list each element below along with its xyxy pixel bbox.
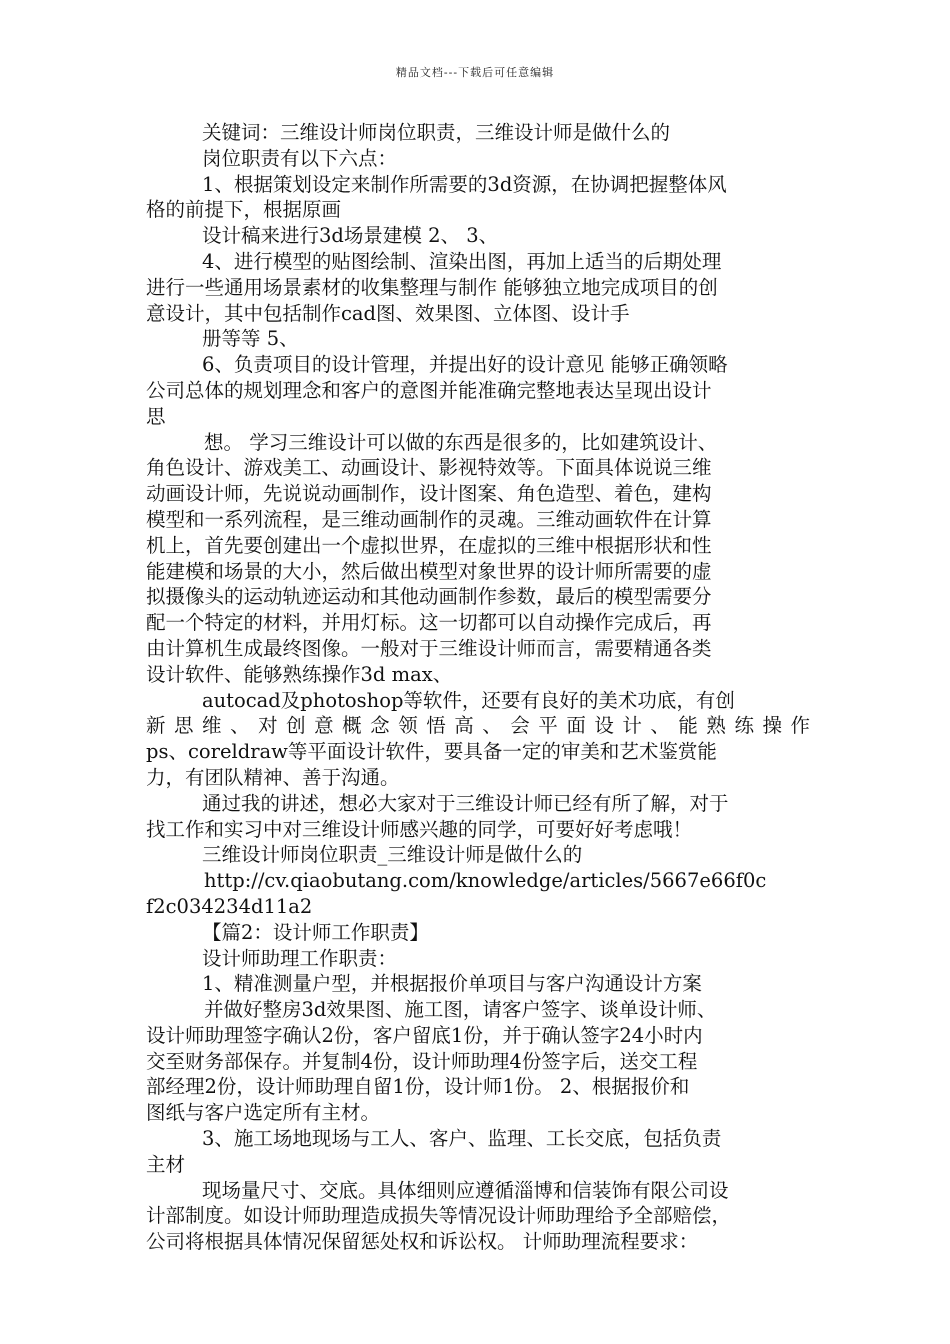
- text-line: 格的前提下，根据原画: [146, 198, 342, 222]
- text-line: 现场量尺寸、交底。具体细则应遵循淄博和信装饰有限公司设: [202, 1178, 729, 1202]
- text-line: 拟摄像头的运动轨迹运动和其他动画制作参数，最后的模型需要分: [146, 585, 712, 609]
- text-line: 意设计，其中包括制作cad图、效果图、立体图、设计手: [146, 301, 630, 325]
- text-line: 关键词：三维设计师岗位职责，三维设计师是做什么的: [202, 121, 671, 144]
- text-line: 能建模和场景的大小，然后做出模型对象世界的设计师所需要的虚: [146, 559, 712, 583]
- text-line: 设计师助理签字确认2份，客户留底1份，并于确认签字24小时内: [146, 1023, 703, 1047]
- text-line: 思: [146, 404, 166, 428]
- text-line: 3、施工场地现场与工人、客户、监理、工长交底，包括负责: [202, 1127, 722, 1151]
- text-line: 由计算机生成最终图像。一般对于三维设计师而言，需要精通各类: [146, 636, 712, 660]
- text-line: 设计稿来进行3d场景建模 2、 3、: [202, 224, 499, 248]
- text-line: autocad及photoshop等软件，还要有良好的美术功底，有创: [202, 688, 735, 712]
- text-line: 【篇2：设计师工作职责】: [202, 920, 429, 944]
- text-line: f2c034234d11a2: [146, 894, 313, 918]
- text-line: 计部制度。如设计师助理造成损失等情况设计师助理给予全部赔偿，: [146, 1204, 732, 1228]
- text-line: 三维设计师岗位职责_三维设计师是做什么的: [202, 843, 583, 867]
- text-line: 公司将根据具体情况保留惩处权和诉讼权。 计师助理流程要求：: [146, 1230, 699, 1254]
- document-body: [146, 120, 810, 1255]
- text-line: 新思维、对创意概念领悟高、会平面设计、能熟练操作: [146, 714, 810, 738]
- text-line: 1、精准测量户型，并根据报价单项目与客户沟通设计方案: [202, 972, 702, 996]
- text-line: ps、coreldraw等平面设计软件，要具备一定的审美和艺术鉴赏能: [146, 740, 717, 764]
- text-line: 设计师助理工作职责：: [202, 946, 398, 970]
- text-line: 交至财务部保存。并复制4份，设计师助理4份签字后，送交工程: [146, 1049, 698, 1073]
- text-line: 1、根据策划设定来制作所需要的3d资源，在协调把握整体风: [202, 172, 727, 196]
- text-line: 并做好整房3d效果图、施工图，请客户签字、谈单设计师、: [204, 998, 717, 1022]
- text-line: 角色设计、游戏美工、动画设计、影视特效等。下面具体说说三维: [146, 456, 712, 480]
- page-header: 精品文档---下载后可任意编辑: [395, 66, 555, 79]
- text-line: 6、负责项目的设计管理，并提出好的设计意见 能够正确领略: [202, 353, 728, 377]
- text-line: 岗位职责有以下六点：: [202, 146, 398, 170]
- text-line: 主材: [146, 1152, 186, 1176]
- text-line: 部经理2份，设计师助理自留1份，设计师1份。 2、根据报价和: [146, 1075, 690, 1099]
- text-line: 公司总体的规划理念和客户的意图并能准确完整地表达呈现出设计: [146, 378, 712, 402]
- text-line: 进行一些通用场景素材的收集整理与制作 能够独立地完成项目的创: [146, 275, 718, 299]
- text-line: 4、进行模型的贴图绘制、渲染出图，再加上适当的后期处理: [202, 249, 722, 273]
- text-line: 图纸与客户选定所有主材。: [146, 1101, 381, 1125]
- text-line: 找工作和实习中对三维设计师感兴趣的同学，可要好好考虑哦！: [146, 817, 693, 841]
- text-line: 通过我的讲述，想必大家对于三维设计师已经有所了解，对于: [202, 791, 729, 815]
- text-line: 力，有团队精神、善于沟通。: [146, 765, 400, 789]
- text-line: 机上，首先要创建出一个虚拟世界，在虚拟的三维中根据形状和性: [146, 533, 712, 557]
- text-line: 册等等 5、: [202, 327, 299, 351]
- text-line: 动画设计师，先说说动画制作，设计图案、角色造型、着色，建构: [146, 482, 712, 506]
- text-line: 设计软件、能够熟练操作3d max、: [146, 662, 453, 686]
- text-line: 配一个特定的材料，并用灯标。这一切都可以自动操作完成后，再: [146, 611, 712, 635]
- text-line: 想。 学习三维设计可以做的东西是很多的，比如建筑设计、: [204, 430, 718, 454]
- text-line: http://cv.qiaobutang.com/knowledge/articles/5667e66f0c: [204, 869, 767, 893]
- text-line: 模型和一系列流程，是三维动画制作的灵魂。三维动画软件在计算: [146, 507, 712, 531]
